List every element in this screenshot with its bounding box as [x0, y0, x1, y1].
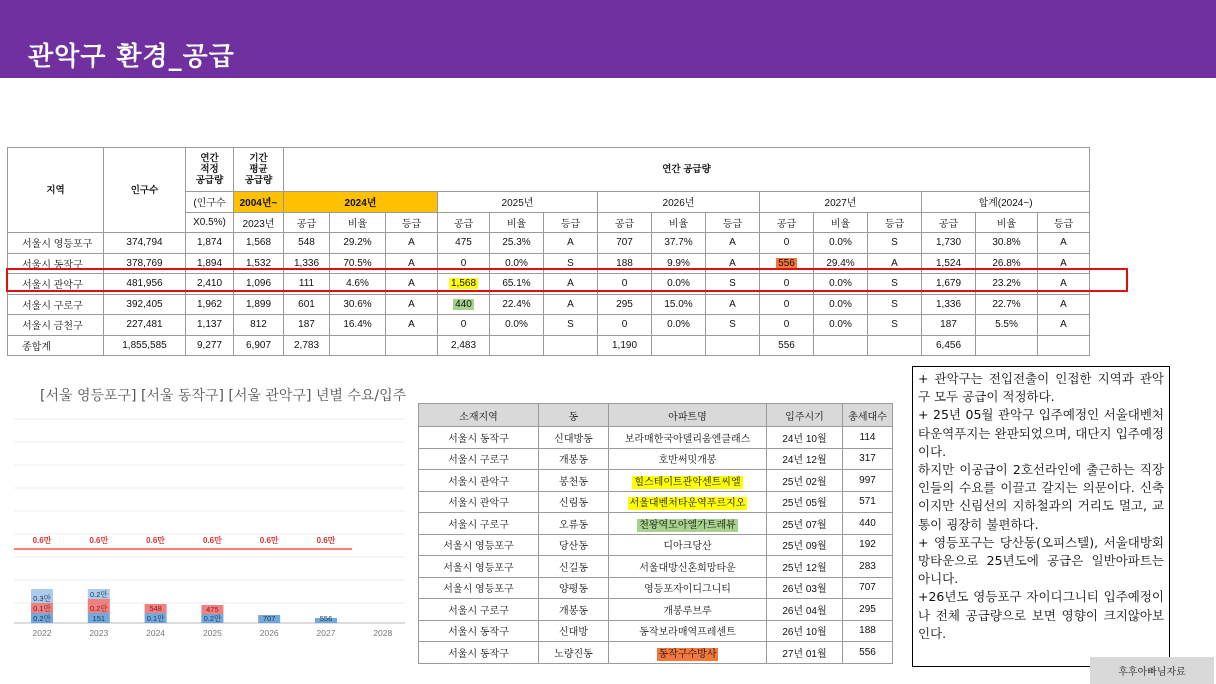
demand-label: 0.6만 — [202, 536, 222, 545]
supply-cell: 187 — [284, 315, 330, 336]
grade-cell: A — [868, 253, 922, 274]
apartment-cell: 서울시 영등포구 — [419, 556, 539, 578]
highlighted-apartment-name: 서울대벤처타운역푸르지오 — [629, 498, 746, 510]
supply-cell: 188 — [598, 253, 652, 274]
apartment-cell: 317 — [843, 448, 893, 470]
grade-cell: A — [1038, 274, 1090, 295]
supply-cell: 0 — [760, 233, 814, 254]
empty-cell — [652, 335, 706, 356]
grade-cell: A — [706, 233, 760, 254]
population-cell: 227,481 — [104, 315, 186, 336]
header-grade: 등급 — [1038, 212, 1090, 233]
ratio-cell: 0.0% — [814, 315, 868, 336]
highlighted-value: 1,568 — [450, 278, 477, 290]
apartment-cell: 556 — [843, 642, 893, 664]
ratio-cell: 0.0% — [652, 274, 706, 295]
apartment-cell — [609, 470, 767, 492]
apartment-cell: 서울시 동작구 — [419, 427, 539, 449]
total-label: 종합계 — [8, 335, 104, 356]
empty-cell — [868, 335, 922, 356]
region-cell: 서울시 관악구 — [8, 274, 104, 295]
total-supply: 2,483 — [438, 335, 490, 356]
total-annual: 9,277 — [186, 335, 234, 356]
ratio-cell: 22.7% — [976, 294, 1038, 315]
empty-cell — [1038, 335, 1090, 356]
grade-cell: S — [706, 315, 760, 336]
apartment-header-0: 소재지역 — [419, 404, 539, 427]
apartment-cell: 27년 01월 — [767, 642, 843, 664]
table-row — [8, 274, 1090, 295]
apartment-cell: 양평동 — [539, 577, 609, 599]
apartment-cell: 오류동 — [539, 513, 609, 535]
supply-cell: 475 — [438, 233, 490, 254]
grade-cell: A — [544, 274, 598, 295]
apartment-row — [419, 470, 893, 492]
demand-label: 0.6만 — [89, 536, 109, 545]
ratio-cell: 70.5% — [330, 253, 386, 274]
x-tick-label: 2025 — [202, 628, 222, 638]
population-cell: 378,769 — [104, 253, 186, 274]
average-cell: 1,899 — [234, 294, 284, 315]
apartment-cell: 신림동 — [539, 491, 609, 513]
header-year-2: 2026년 — [598, 192, 760, 213]
header-year-4: 합계(2024~) — [922, 192, 1090, 213]
apartment-table — [418, 403, 893, 664]
apartment-cell: 서울시 구로구 — [419, 448, 539, 470]
empty-cell — [490, 335, 544, 356]
ratio-cell: 22.4% — [490, 294, 544, 315]
bar-label: 707 — [262, 614, 276, 623]
ratio-cell: 65.1% — [490, 274, 544, 295]
supply-cell: 0 — [598, 315, 652, 336]
grade-cell: A — [544, 294, 598, 315]
supply-cell: 0 — [760, 274, 814, 295]
header-supply: 공급 — [438, 212, 490, 233]
apartment-cell: 당산동 — [539, 534, 609, 556]
annual-cell: 1,137 — [186, 315, 234, 336]
chart-title: [서울 영등포구] [서울 동작구] [서울 관악구] 년별 수요/입주 — [40, 388, 407, 404]
supply-cell: 707 — [598, 233, 652, 254]
ratio-cell: 0.0% — [652, 315, 706, 336]
ratio-cell: 9.9% — [652, 253, 706, 274]
apartment-cell: 노량진동 — [539, 642, 609, 664]
empty-cell — [330, 335, 386, 356]
header-ratio: 비율 — [490, 212, 544, 233]
x-tick-label: 2022 — [32, 628, 52, 638]
page-title: 관악구 환경_공급 — [28, 42, 235, 72]
supply-cell: 548 — [284, 233, 330, 254]
grade-cell: A — [1038, 315, 1090, 336]
header-year-3: 2027년 — [760, 192, 922, 213]
demand-label: 0.6만 — [32, 536, 52, 545]
header-grade: 등급 — [544, 212, 598, 233]
header-year-0: 2024년 — [284, 192, 438, 213]
apartment-cell: 26년 10월 — [767, 620, 843, 642]
supply-cell: 0 — [438, 315, 490, 336]
total-average: 6,907 — [234, 335, 284, 356]
region-cell: 서울시 영등포구 — [8, 233, 104, 254]
grade-cell: S — [868, 315, 922, 336]
highlighted-value: 556 — [778, 257, 795, 269]
apartment-header-1: 동 — [539, 404, 609, 427]
ratio-cell: 29.2% — [330, 233, 386, 254]
apartment-cell: 25년 07월 — [767, 513, 843, 535]
apartment-cell: 서울시 관악구 — [419, 491, 539, 513]
apartment-cell: 25년 12월 — [767, 556, 843, 578]
header-ratio: 비율 — [814, 212, 868, 233]
grade-cell: A — [706, 294, 760, 315]
ratio-cell: 15.0% — [652, 294, 706, 315]
x-tick-label: 2028 — [373, 628, 393, 638]
empty-cell — [544, 335, 598, 356]
note-paragraph: 하지만 이공급이 2호선라인에 출근하는 직장인들의 수요를 이끌고 갈지는 의문이다. 신축이지만 신림선의 지하철과의 거리도 멀고, 교통이 굉장히 불편하다. — [918, 462, 1164, 532]
header-ratio: 비율 — [330, 212, 386, 233]
note-paragraph: + 영등포구는 당산동(오피스텔), 서울대방회망타운으로 25년도에 공급은 일반아파트는 아니다. — [918, 534, 1164, 587]
ratio-cell: 16.4% — [330, 315, 386, 336]
total-supply: 2,783 — [284, 335, 330, 356]
bar-label: 0.1만 — [33, 604, 51, 613]
grade-cell: A — [386, 274, 438, 295]
apartment-cell: 188 — [843, 620, 893, 642]
annual-cell: 2,410 — [186, 274, 234, 295]
page-header — [0, 0, 1216, 78]
highlighted-apartment-name: 힐스테이트관악센트씨엘 — [634, 476, 741, 488]
grade-cell: A — [1038, 253, 1090, 274]
bar-label: 151 — [92, 614, 106, 623]
supply-cell: 1,336 — [284, 253, 330, 274]
header-supply: 공급 — [284, 212, 330, 233]
region-cell: 서울시 동작구 — [8, 253, 104, 274]
table-row — [8, 233, 1090, 254]
table-row — [8, 253, 1090, 274]
header-supply: 공급 — [922, 212, 976, 233]
bar-label: 0.2만 — [89, 590, 108, 599]
ratio-cell: 23.2% — [976, 274, 1038, 295]
apartment-cell: 서울시 동작구 — [419, 642, 539, 664]
ratio-cell: 37.7% — [652, 233, 706, 254]
annual-cell: 1,894 — [186, 253, 234, 274]
apartment-cell — [609, 642, 767, 664]
grade-cell: S — [868, 294, 922, 315]
apartment-cell: 24년 10월 — [767, 427, 843, 449]
grade-cell: A — [544, 233, 598, 254]
note-paragraph: + 관악구는 전입전출이 인접한 지역과 관악구 모두 공급이 적정하다. — [918, 371, 1164, 405]
header-supply: 공급 — [760, 212, 814, 233]
x-tick-label: 2023 — [89, 628, 109, 638]
ratio-cell: 0.0% — [814, 233, 868, 254]
apartment-cell: 25년 02월 — [767, 470, 843, 492]
apartment-header-2: 아파트명 — [609, 404, 767, 427]
apartment-cell: 영등포자이디그니티 — [609, 577, 767, 599]
apartment-cell: 디아크당산 — [609, 534, 767, 556]
apartment-cell: 25년 09월 — [767, 534, 843, 556]
ratio-cell: 0.0% — [814, 294, 868, 315]
ratio-cell: 5.5% — [976, 315, 1038, 336]
header-ratio: 비율 — [652, 212, 706, 233]
apartment-cell: 서울시 영등포구 — [419, 534, 539, 556]
apartment-cell: 서울시 관악구 — [419, 470, 539, 492]
apartment-header-4: 총세대수 — [843, 404, 893, 427]
population-cell: 481,956 — [104, 274, 186, 295]
header-ratio: 비율 — [976, 212, 1038, 233]
apartment-cell — [609, 491, 767, 513]
header-period-sub: 2023년 — [234, 212, 284, 233]
header-yearly-supply: 연간 공급량 — [284, 148, 1090, 192]
total-supply: 1,190 — [598, 335, 652, 356]
supply-cell: 1,679 — [922, 274, 976, 295]
apartment-cell: 24년 12월 — [767, 448, 843, 470]
note-paragraph: +26년도 영등포구 자이디그니티 입주예정이나 전체 공급량으로 보면 영향이 크지않아보인다. — [918, 589, 1164, 641]
source-label: 후후아빠님자료 — [1090, 657, 1214, 684]
supply-cell: 0 — [760, 294, 814, 315]
ratio-cell: 0.0% — [490, 315, 544, 336]
empty-cell — [706, 335, 760, 356]
region-cell: 서울시 구로구 — [8, 294, 104, 315]
average-cell: 1,532 — [234, 253, 284, 274]
population-cell: 392,405 — [104, 294, 186, 315]
note-paragraph: + 25년 05월 관악구 입주예정인 서울대벤처타운역푸지는 완판되었으며, 대단지 입주예정이다. — [918, 407, 1164, 459]
apartment-cell: 295 — [843, 599, 893, 621]
header-annual-sub: X0.5%) — [186, 212, 234, 233]
average-cell: 1,096 — [234, 274, 284, 295]
apartment-cell: 서울시 동작구 — [419, 620, 539, 642]
apartment-cell: 571 — [843, 491, 893, 513]
apartment-cell: 192 — [843, 534, 893, 556]
bar-label: 0.2만 — [33, 614, 51, 623]
apartment-header-3: 입주시기 — [767, 404, 843, 427]
supply-table — [7, 147, 1090, 356]
supply-cell: 601 — [284, 294, 330, 315]
empty-cell — [386, 335, 438, 356]
ratio-cell: 0.0% — [814, 274, 868, 295]
average-cell: 812 — [234, 315, 284, 336]
header-region: 지역 — [8, 148, 104, 233]
supply-cell: 187 — [922, 315, 976, 336]
header-population: 인구수 — [104, 148, 186, 233]
apartment-row — [419, 534, 893, 556]
apartment-row — [419, 491, 893, 513]
supply-cell — [438, 294, 490, 315]
empty-cell — [814, 335, 868, 356]
x-tick-label: 2026 — [259, 628, 279, 638]
ratio-cell: 30.6% — [330, 294, 386, 315]
supply-cell: 0 — [598, 274, 652, 295]
header-annual-supply: 연간 적정 공급량 — [186, 148, 234, 192]
apartment-cell: 283 — [843, 556, 893, 578]
region-cell: 서울시 금천구 — [8, 315, 104, 336]
grade-cell: A — [386, 294, 438, 315]
header-grade: 등급 — [706, 212, 760, 233]
supply-cell: 0 — [438, 253, 490, 274]
highlighted-value: 440 — [455, 298, 472, 310]
apartment-cell: 보라매한국아델리움엔클래스 — [609, 427, 767, 449]
highlighted-apartment-name: 천왕역모아엘가트레뷰 — [639, 519, 736, 531]
apartment-row — [419, 642, 893, 664]
apartment-row — [419, 599, 893, 621]
average-cell: 1,568 — [234, 233, 284, 254]
apartment-cell: 114 — [843, 427, 893, 449]
highlighted-apartment-name: 동작구수방사 — [658, 648, 717, 660]
ratio-cell: 26.8% — [976, 253, 1038, 274]
grade-cell: A — [386, 233, 438, 254]
table-row — [8, 294, 1090, 315]
bar-label: 0.2만 — [203, 614, 222, 623]
grade-cell: A — [706, 253, 760, 274]
supply-cell — [438, 274, 490, 295]
apartment-cell: 신대방동 — [539, 427, 609, 449]
apartment-cell: 997 — [843, 470, 893, 492]
bar-label: 0.2만 — [89, 604, 108, 613]
apartment-cell: 서울시 영등포구 — [419, 577, 539, 599]
apartment-cell: 동작보라매역프레센트 — [609, 620, 767, 642]
grade-cell: S — [544, 253, 598, 274]
demand-label: 0.6만 — [146, 536, 166, 545]
table-row — [8, 315, 1090, 336]
x-tick-label: 2024 — [146, 628, 166, 638]
header-grade: 등급 — [868, 212, 922, 233]
apartment-row — [419, 427, 893, 449]
supply-cell: 1,336 — [922, 294, 976, 315]
apartment-cell: 25년 05월 — [767, 491, 843, 513]
header-grade: 등급 — [386, 212, 438, 233]
apartment-cell: 서울시 구로구 — [419, 599, 539, 621]
bar-label: 0.1만 — [146, 614, 165, 623]
header-supply: 공급 — [598, 212, 652, 233]
supply-cell: 111 — [284, 274, 330, 295]
ratio-cell: 30.8% — [976, 233, 1038, 254]
bar-label: 556 — [319, 614, 333, 623]
total-population: 1,855,585 — [104, 335, 186, 356]
apartment-cell: 707 — [843, 577, 893, 599]
demand-label: 0.6만 — [316, 536, 336, 545]
apartment-row — [419, 513, 893, 535]
demand-label: 0.6만 — [259, 536, 279, 545]
ratio-cell: 0.0% — [490, 253, 544, 274]
supply-cell: 295 — [598, 294, 652, 315]
supply-cell — [760, 253, 814, 274]
apartment-row — [419, 620, 893, 642]
apartment-cell: 440 — [843, 513, 893, 535]
grade-cell: S — [544, 315, 598, 336]
total-supply: 556 — [760, 335, 814, 356]
apartment-cell: 신대방 — [539, 620, 609, 642]
apartment-cell — [609, 513, 767, 535]
apartment-cell: 개봉동 — [539, 599, 609, 621]
apartment-cell: 서울시 구로구 — [419, 513, 539, 535]
bar-label: 475 — [206, 605, 219, 614]
apartment-cell: 서울대방신혼희망타운 — [609, 556, 767, 578]
bar-label: 548 — [149, 604, 162, 613]
grade-cell: S — [868, 233, 922, 254]
total-supply: 6,456 — [922, 335, 976, 356]
apartment-cell: 개봉동 — [539, 448, 609, 470]
supply-cell: 1,524 — [922, 253, 976, 274]
bar-label: 0.3만 — [33, 594, 51, 603]
grade-cell: A — [1038, 294, 1090, 315]
grade-cell: A — [386, 315, 438, 336]
ratio-cell: 25.3% — [490, 233, 544, 254]
ratio-cell: 4.6% — [330, 274, 386, 295]
x-tick-label: 2027 — [316, 628, 336, 638]
apartment-cell: 26년 04월 — [767, 599, 843, 621]
apartment-cell: 봉천동 — [539, 470, 609, 492]
grade-cell: S — [868, 274, 922, 295]
analysis-note-box — [912, 366, 1170, 667]
apartment-cell: 개봉루브루 — [609, 599, 767, 621]
header-period-sub: 2004년~ — [234, 192, 284, 213]
empty-cell — [976, 335, 1038, 356]
grade-cell: S — [706, 274, 760, 295]
apartment-cell: 호반써밋개봉 — [609, 448, 767, 470]
apartment-row — [419, 556, 893, 578]
header-year-1: 2025년 — [438, 192, 598, 213]
apartment-row — [419, 448, 893, 470]
supply-cell: 1,730 — [922, 233, 976, 254]
apartment-cell: 26년 03월 — [767, 577, 843, 599]
grade-cell: A — [1038, 233, 1090, 254]
annual-cell: 1,874 — [186, 233, 234, 254]
supply-cell: 0 — [760, 315, 814, 336]
header-annual-sub: (인구수 — [186, 192, 234, 213]
apartment-cell: 신길동 — [539, 556, 609, 578]
apartment-row — [419, 577, 893, 599]
grade-cell: A — [386, 253, 438, 274]
population-cell: 374,794 — [104, 233, 186, 254]
header-period-average: 기간 평균 공급량 — [234, 148, 284, 192]
ratio-cell: 29.4% — [814, 253, 868, 274]
supply-demand-chart — [0, 405, 410, 645]
annual-cell: 1,962 — [186, 294, 234, 315]
